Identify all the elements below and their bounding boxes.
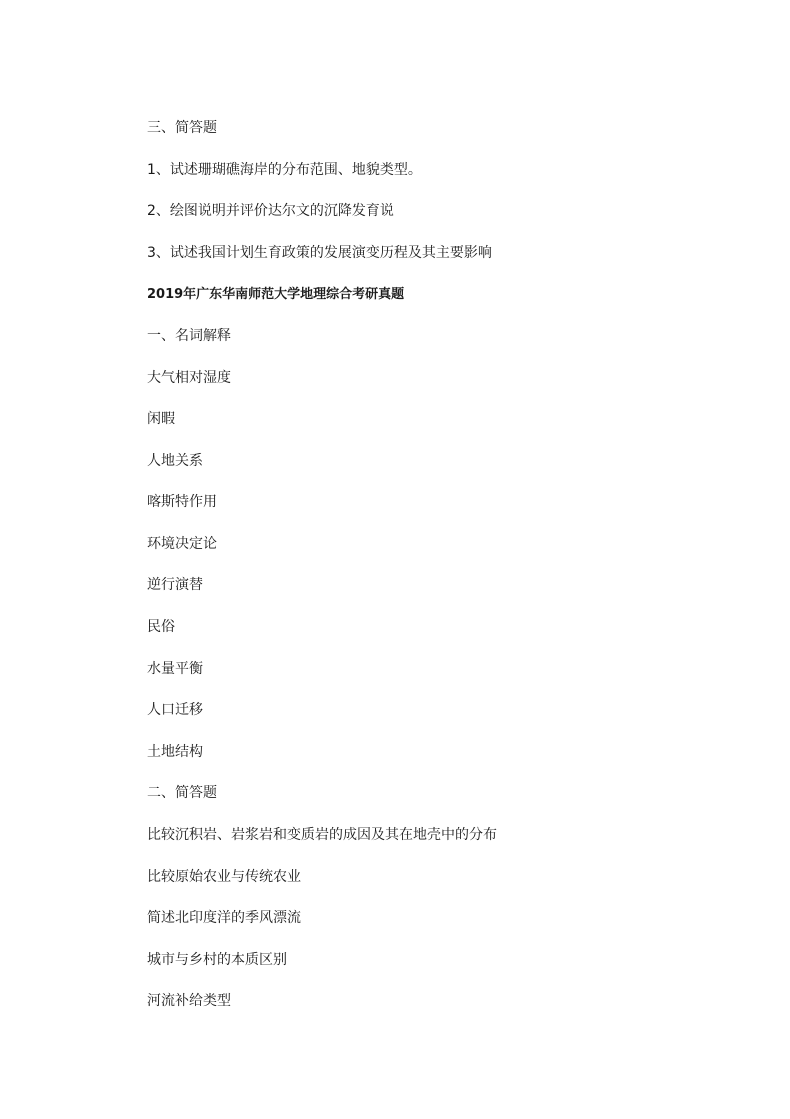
question-item: 简述北印度洋的季风漂流 <box>147 910 301 926</box>
term-item: 闲暇 <box>147 411 175 427</box>
exam-title: 2019年广东华南师范大学地理综合考研真题 <box>147 287 405 302</box>
question-item: 3、试述我国计划生育政策的发展演变历程及其主要影响 <box>147 245 492 261</box>
term-item: 大气相对湿度 <box>147 370 231 386</box>
term-item: 民俗 <box>147 619 175 635</box>
question-item: 比较沉积岩、岩浆岩和变质岩的成因及其在地壳中的分布 <box>147 827 497 843</box>
term-item: 水量平衡 <box>147 661 203 677</box>
question-item: 城市与乡村的本质区别 <box>147 952 287 968</box>
term-item: 逆行演替 <box>147 577 203 593</box>
question-item: 1、试述珊瑚礁海岸的分布范围、地貌类型。 <box>147 162 422 178</box>
term-item: 人地关系 <box>147 453 203 469</box>
section-heading: 二、简答题 <box>147 785 217 801</box>
question-item: 比较原始农业与传统农业 <box>147 869 301 885</box>
term-item: 环境决定论 <box>147 536 217 552</box>
term-item: 人口迁移 <box>147 702 203 718</box>
term-item: 喀斯特作用 <box>147 494 217 510</box>
section-heading: 三、简答题 <box>147 120 217 136</box>
question-item: 河流补给类型 <box>147 993 231 1009</box>
term-item: 土地结构 <box>147 744 203 760</box>
section-heading: 一、名词解释 <box>147 328 231 344</box>
question-item: 2、绘图说明并评价达尔文的沉降发育说 <box>147 203 394 219</box>
